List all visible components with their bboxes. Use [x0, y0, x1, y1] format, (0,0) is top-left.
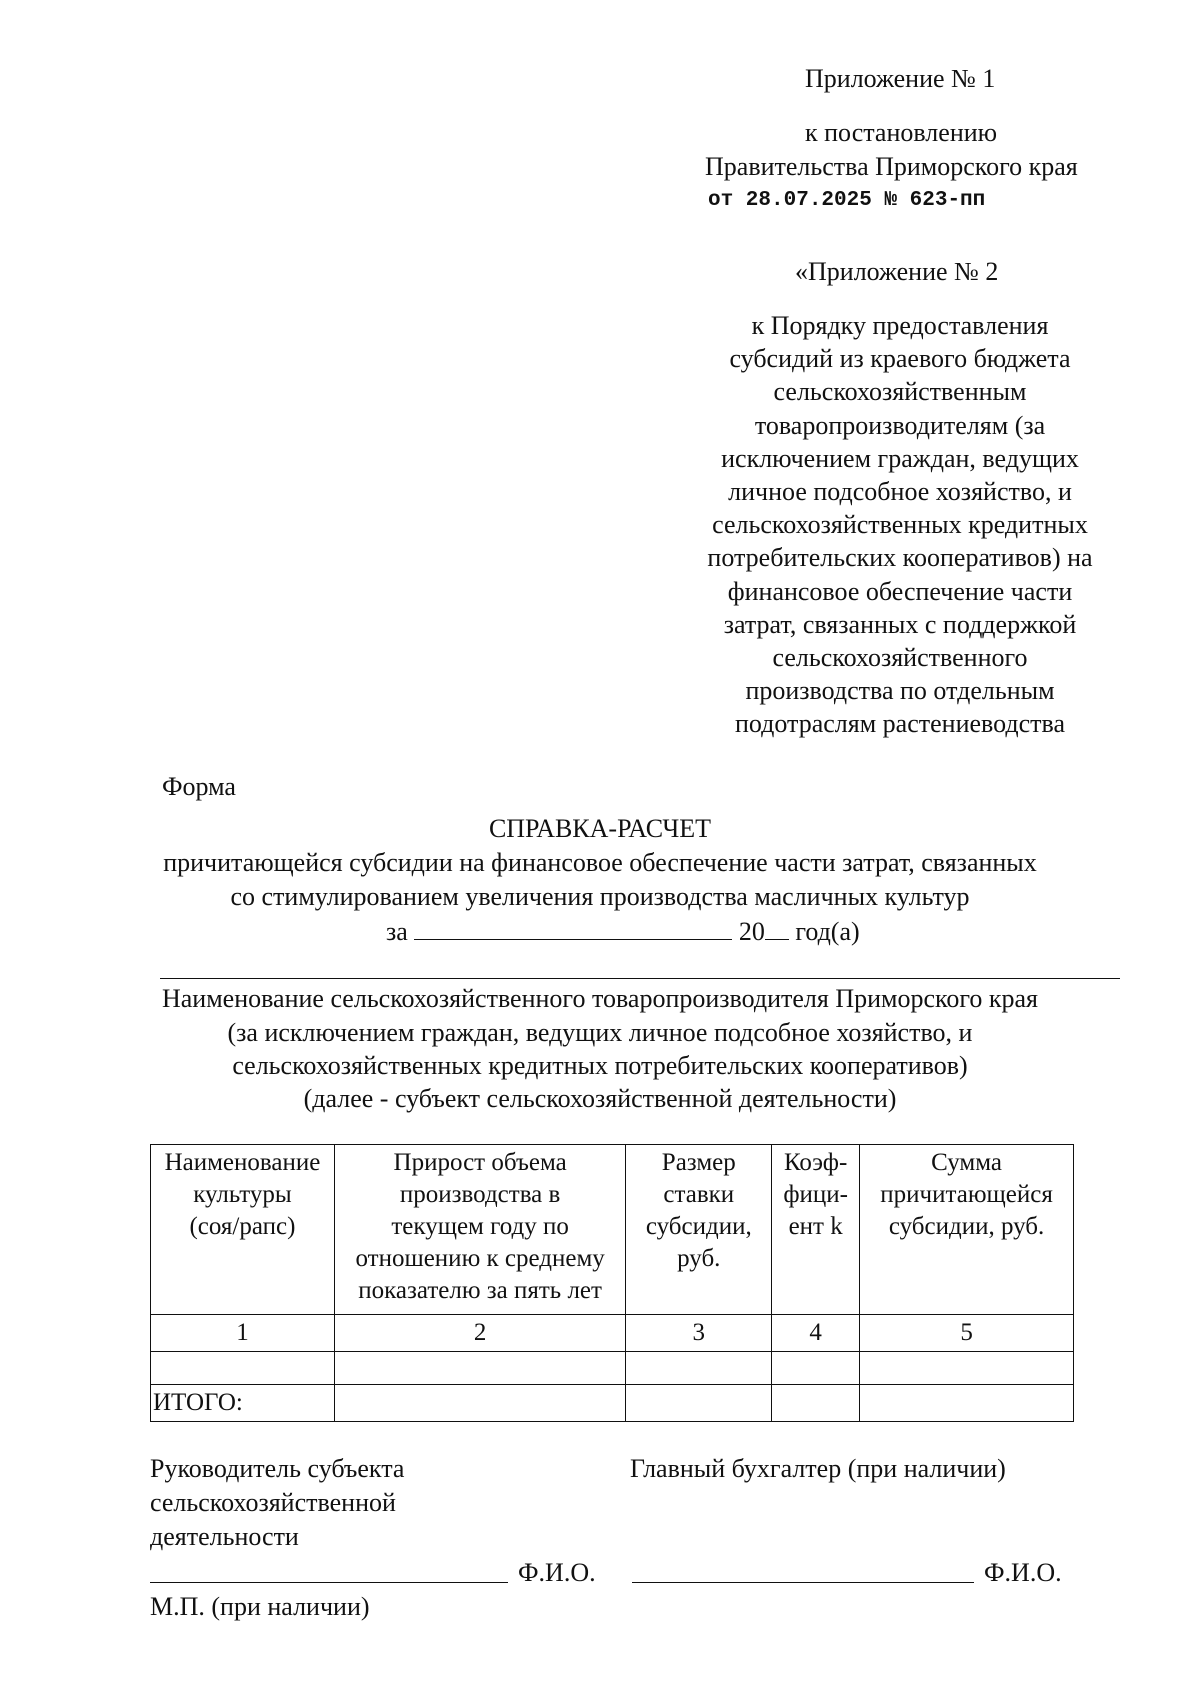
calculation-table	[150, 1144, 1074, 1422]
column-number: 5	[860, 1315, 1074, 1352]
producer-caption-1: Наименование сельскохозяйственного товаропроизводителя Приморского края	[161, 984, 1039, 1013]
period-suffix: год(а)	[795, 917, 860, 946]
appendix-2-line: товаропроизводителям (за	[754, 410, 1046, 440]
total-label: ИТОГО:	[151, 1385, 335, 1422]
accountant-signature-line[interactable]	[632, 1582, 974, 1583]
column-number: 4	[772, 1315, 860, 1352]
column-number: 2	[334, 1315, 625, 1352]
appendix-2-line: потребительских кооперативов) на	[707, 543, 1093, 573]
header-subsidy-amount: Сумма причитающейся субсидии, руб.	[860, 1145, 1074, 1315]
appendix-2-line: субсидий из краевого бюджета	[729, 344, 1071, 374]
header-crop-name: Наименование культуры (соя/рапс)	[151, 1145, 335, 1315]
table-cell[interactable]	[860, 1352, 1074, 1385]
period-line	[386, 913, 860, 948]
table-number-row	[151, 1315, 1074, 1352]
appendix-2-line: финансовое обеспечение части	[727, 576, 1073, 606]
appendix-1-label: Приложение № 1	[805, 64, 996, 93]
producer-name-blank[interactable]	[160, 978, 1120, 979]
document-title: СПРАВКА-РАСЧЕТ	[488, 814, 712, 843]
table-total-row	[151, 1385, 1074, 1422]
head-label-3: деятельности	[150, 1522, 299, 1551]
accountant-label: Главный бухгалтер (при наличии)	[630, 1454, 1006, 1483]
column-number: 1	[151, 1315, 335, 1352]
producer-caption-4: (далее - субъект сельскохозяйственной деятельности)	[303, 1084, 897, 1113]
header-coefficient: Коэф- фици- ент k	[772, 1145, 860, 1315]
table-cell[interactable]	[334, 1385, 625, 1422]
period-prefix: за	[386, 917, 408, 946]
table-header-row	[151, 1145, 1074, 1315]
form-label: Форма	[162, 772, 236, 801]
appendix-2-line: личное подсобное хозяйство, и	[728, 477, 1072, 506]
to-resolution-label: к постановлению	[805, 118, 998, 147]
table-cell[interactable]	[334, 1352, 625, 1385]
appendix-2-line: сельскохозяйственных кредитных	[712, 510, 1088, 540]
producer-caption-3: сельскохозяйственных кредитных потребительских кооперативов)	[232, 1051, 968, 1080]
table-row	[151, 1352, 1074, 1385]
table-cell[interactable]	[772, 1385, 860, 1422]
head-label-2: сельскохозяйственной	[150, 1488, 396, 1517]
appendix-2-line: затрат, связанных с поддержкой	[723, 609, 1077, 639]
header-subsidy-rate: Размер ставки субсидии, руб.	[626, 1145, 772, 1315]
year-prefix: 20	[738, 917, 765, 946]
appendix-2-line: производства по отдельным	[745, 676, 1055, 706]
table-cell[interactable]	[772, 1352, 860, 1385]
appendix-2-line: сельскохозяйственным	[773, 377, 1027, 407]
resolution-date-number: от 28.07.2025 № 623-пп	[708, 189, 986, 212]
table-cell[interactable]	[151, 1352, 335, 1385]
year-blank[interactable]	[765, 913, 789, 940]
subtitle-line-1: причитающейся субсидии на финансовое обеспечение части затрат, связанных	[163, 848, 1037, 877]
table-cell[interactable]	[860, 1385, 1074, 1422]
government-label: Правительства Приморского края	[705, 152, 1078, 181]
appendix-2-line: сельскохозяйственного	[772, 643, 1028, 672]
producer-caption-2: (за исключением граждан, ведущих личное подсобное хозяйство, и	[227, 1018, 973, 1047]
header-production-growth: Прирост объема производства в текущем году по отношению к среднему показателю за пять лет	[334, 1145, 625, 1315]
table-cell[interactable]	[626, 1352, 772, 1385]
period-blank[interactable]	[414, 913, 732, 940]
stamp-label: М.П. (при наличии)	[150, 1592, 370, 1621]
head-label-1: Руководитель субъекта	[150, 1454, 405, 1483]
appendix-2-line: исключением граждан, ведущих	[721, 443, 1079, 473]
subtitle-line-2: со стимулированием увеличения производства масличных культур	[230, 882, 970, 911]
column-number: 3	[626, 1315, 772, 1352]
head-signature-line[interactable]	[150, 1582, 508, 1583]
appendix-2-line: подотраслям растениеводства	[734, 709, 1065, 739]
head-fio-label: Ф.И.О.	[518, 1558, 596, 1587]
accountant-fio-label: Ф.И.О.	[984, 1558, 1062, 1587]
appendix-2-line: к Порядку предоставления	[751, 311, 1049, 340]
table-cell[interactable]	[626, 1385, 772, 1422]
appendix-2-title: «Приложение № 2	[795, 257, 999, 286]
